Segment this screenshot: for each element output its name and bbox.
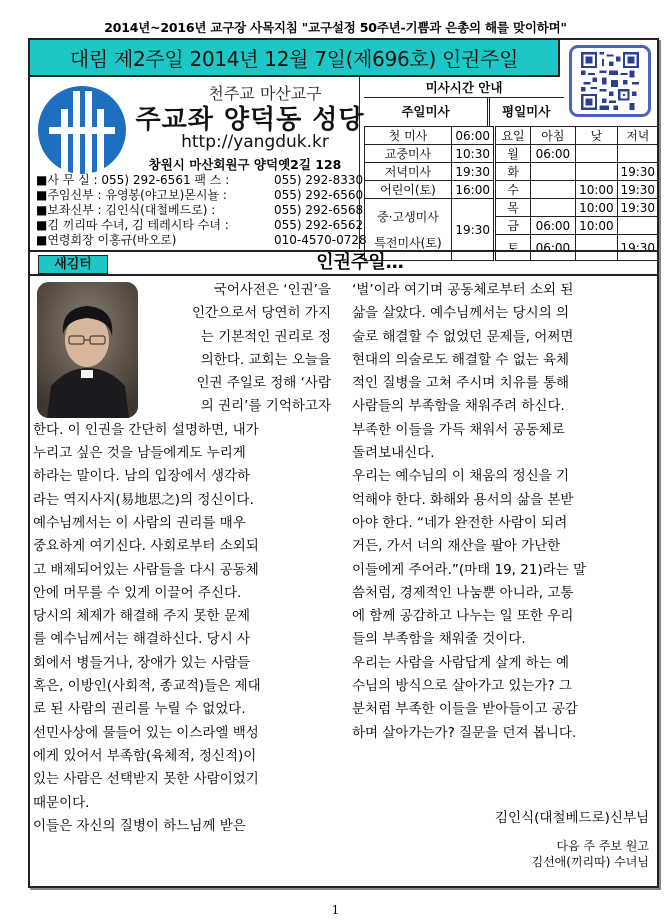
weekday-day: 토	[495, 235, 530, 261]
weekday-evening: 19:30	[617, 235, 658, 261]
sunday-mass-time: 10:30	[451, 145, 494, 163]
weekday-evening: 19:30	[617, 163, 658, 181]
contact-phone: 055) 292-8330	[274, 173, 364, 187]
contact-phone: 010-4570-0728	[274, 233, 367, 247]
article-line: 인간으로서 당연히 가지	[192, 305, 331, 322]
article-line: 인권 주일로 정해 ‘사람	[196, 375, 331, 392]
article-line: 거든, 가서 너의 재산을 팔아 가난한	[352, 538, 561, 555]
article-line: 씀처럼, 경제적인 나눔뿐 아니라, 고통	[352, 584, 574, 601]
weekday-day: 수	[495, 181, 530, 199]
weekday-evening	[617, 145, 658, 163]
article-line: 에게 있어서 부족함(육체적, 정신적)이	[33, 747, 257, 764]
contact-list	[36, 173, 367, 248]
sunday-mass-header: 주일미사	[364, 98, 490, 126]
article-line: 혹은, 이방인(사회적, 종교적)들은 제대	[33, 678, 261, 695]
sunday-mass-name: 첫 미사	[365, 127, 452, 145]
article-line: 있는 사람은 선택받지 못한 사람이었기	[33, 771, 259, 788]
diocese-name: 천주교 마산교구	[208, 84, 322, 103]
article-line: ‘벌’이라 여기며 공동체로부터 소외 된	[352, 282, 574, 298]
youth-mass-label: 중·고생미사	[377, 209, 439, 224]
weekday-morning: 06:00	[530, 235, 576, 261]
next-week-author: 김선애(끼리따) 수녀님	[531, 855, 649, 869]
article-line: 이들에게 주어라.”(마태 19, 21)라는 말	[352, 561, 587, 578]
article-line: 선민사상에 물들어 있는 이스라엘 백성	[33, 724, 259, 741]
weekday-morning	[530, 163, 576, 181]
sunday-mass-time: 19:30	[451, 199, 494, 261]
article-line: 때문이다.	[33, 794, 90, 811]
article-line: 안에 머무를 수 있게 이끌어 주신다.	[33, 584, 242, 601]
contact-label: ■연령회장 이홍규(바오로)	[36, 233, 177, 247]
contact-row	[36, 203, 364, 218]
church-logo-icon	[37, 85, 127, 175]
article-line: 로 된 사람의 권리를 누릴 수 없었다.	[33, 701, 246, 718]
contact-label: ■김 끼리따 수녀, 김 테레시타 수녀 :	[36, 218, 229, 232]
weekday-noon	[576, 163, 617, 181]
mass-time-table	[364, 126, 659, 261]
contact-row	[36, 188, 364, 203]
article-line: 하라는 말이다. 남의 입장에서 생각하	[33, 468, 251, 485]
article-line: 회에서 병들거나, 장애가 있는 사람들	[33, 654, 251, 671]
sunday-mass-name: 어린이(토)	[365, 181, 452, 199]
pastoral-motto: 2014년~2016년 교구장 사목지침 "교구설정 50주년-기쁨과 은총의 해를 맞이하며"	[104, 20, 567, 35]
article-line: 는 기본적인 권리로 정	[200, 328, 331, 345]
weekday-day: 월	[495, 145, 530, 163]
weekday-noon: 10:00	[576, 217, 617, 235]
issue-title: 대림 제2주일 2014년 12월 7일(제696호) 인권주일	[28, 38, 560, 77]
article-line: 당시의 체제가 해결해 주지 못한 문제	[33, 608, 251, 625]
contact-phone: 055) 292-6562	[274, 218, 364, 232]
sunday-mass-time: 19:30	[451, 163, 494, 181]
sunday-mass-name: 교중미사	[365, 145, 452, 163]
article-line: 들의 부족함을 채워줄 것이다.	[352, 631, 526, 648]
column-header-noon: 낮	[576, 127, 617, 145]
vigil-mass-label: 특전미사(토)	[374, 235, 442, 250]
author-signature: 김인식(대철베드로)신부님	[495, 810, 649, 826]
contact-row	[36, 173, 364, 188]
weekday-morning: 06:00	[530, 217, 576, 235]
page-number: 1	[331, 903, 340, 917]
contact-phone: 055) 292-6560	[274, 188, 364, 202]
article-line: 누리고 싶은 것을 남들에게도 누리게	[33, 445, 246, 462]
article-line: 에 함께 공감하고 나누는 일 또한 우리	[352, 608, 574, 625]
weekday-day: 화	[495, 163, 530, 181]
column-header-morning: 아침	[530, 127, 576, 145]
contact-row	[36, 218, 364, 233]
weekday-day: 목	[495, 199, 530, 217]
article-line: 현대의 의술로도 해결할 수 없는 육체	[352, 351, 570, 368]
article-line: 하며 살아가는가? 질문을 던져 봅니다.	[352, 724, 577, 741]
weekday-morning	[530, 199, 576, 217]
weekday-day: 금	[495, 217, 530, 235]
article-line: 고 배제되어있는 사람들을 다시 공동체	[33, 561, 259, 578]
weekday-evening: 19:30	[617, 199, 658, 217]
article-line: 아야 한다. “네가 완전한 사람이 되려	[352, 514, 568, 531]
contact-label: ■사 무 실 : 055) 292-6561 팩 스 :	[36, 173, 230, 187]
article-title: 인권주일…	[316, 252, 404, 273]
section-header	[30, 250, 657, 276]
article-line: 적인 질병을 고쳐 주시며 치유를 통해	[352, 375, 570, 392]
weekday-noon: 10:00	[576, 199, 617, 217]
article-line: 국어사전은 ‘인권’을	[213, 282, 331, 298]
article-line: 이들은 자신의 질병이 하느님께 받은	[33, 817, 246, 834]
sunday-mass-name: 저녁미사	[365, 163, 452, 181]
weekday-mass-header: 평일미사	[502, 104, 551, 119]
article-line: 수님의 방식으로 살아가고 있는가? 그	[352, 678, 572, 695]
article-line: 우리는 사람을 사람답게 살게 하는 예	[352, 654, 570, 671]
weekday-noon	[576, 145, 617, 163]
column-header-evening: 저녁	[617, 127, 658, 145]
weekday-morning	[530, 181, 576, 199]
article-line: 돌려보내신다.	[352, 445, 435, 462]
contact-label: ■보좌신부 : 김인식(대철베드로) :	[36, 203, 216, 217]
sunday-mass-time: 16:00	[451, 181, 494, 199]
weekday-morning: 06:00	[530, 145, 576, 163]
website-link[interactable]: http://yangduk.kr	[181, 132, 329, 152]
church-name: 주교좌 양덕동 성당	[135, 105, 365, 135]
article-line: 우리는 예수님의 이 채움의 정신을 기	[352, 468, 570, 485]
column-header-day: 요일	[495, 127, 530, 145]
article-line: 부족한 이들을 가득 채워서 공동체로	[352, 421, 565, 438]
section-badge: 새김터	[38, 255, 108, 274]
article-line: 를 예수님께서는 해결하신다. 당시 사	[33, 631, 251, 648]
article-line: 라는 역지사지(易地思之)의 정신이다.	[33, 491, 254, 508]
weekday-evening	[617, 217, 658, 235]
table-row	[365, 181, 659, 199]
table-row	[365, 145, 659, 163]
article-line: 분처럼 부족한 이들을 받아들이고 공감	[352, 701, 578, 718]
table-row	[365, 163, 659, 181]
church-address: 창원시 마산회원구 양덕옛2길 128	[148, 157, 342, 172]
table-row	[365, 127, 659, 145]
contact-phone: 055) 292-6568	[274, 203, 364, 217]
contact-row	[36, 233, 367, 248]
article-line: 중요하게 여기신다. 사회로부터 소외되	[33, 538, 259, 555]
contact-label: ■주임신부 : 유영봉(야고보)몬시뇰 :	[36, 188, 227, 202]
article-line: 의 권리’를 기억하고자	[200, 398, 331, 415]
article-line: 의한다. 교회는 오늘을	[200, 351, 331, 368]
article-line: 억해야 한다. 화해와 용서의 삶을 본받	[352, 491, 574, 508]
mass-schedule-title: 미사시간 안내	[364, 77, 564, 98]
article-line: 술로 해결할 수 없었던 문제들, 어쩌면	[352, 328, 574, 345]
article-column-left	[33, 279, 331, 838]
qr-code-icon[interactable]	[569, 45, 651, 117]
sunday-mass-time: 06:00	[451, 127, 494, 145]
weekday-noon: 10:00	[576, 181, 617, 199]
article-line: 사람들의 부족함을 채워주려 하신다.	[352, 398, 565, 415]
article-line: 삶을 살았다. 예수님께서는 당시의 의	[352, 305, 570, 322]
church-info	[30, 77, 367, 249]
weekday-evening: 19:30	[617, 181, 658, 199]
article-line: 예수님께서는 이 사람의 권리를 매우	[33, 514, 246, 531]
article-column-right	[352, 279, 652, 745]
next-week-label: 다음 주 주보 원고	[556, 839, 649, 853]
mass-schedule-headers	[364, 98, 564, 126]
next-week-note	[531, 838, 649, 870]
article-line: 한다. 이 인권을 간단히 설명하면, 내가	[33, 421, 259, 438]
table-row	[365, 199, 659, 217]
